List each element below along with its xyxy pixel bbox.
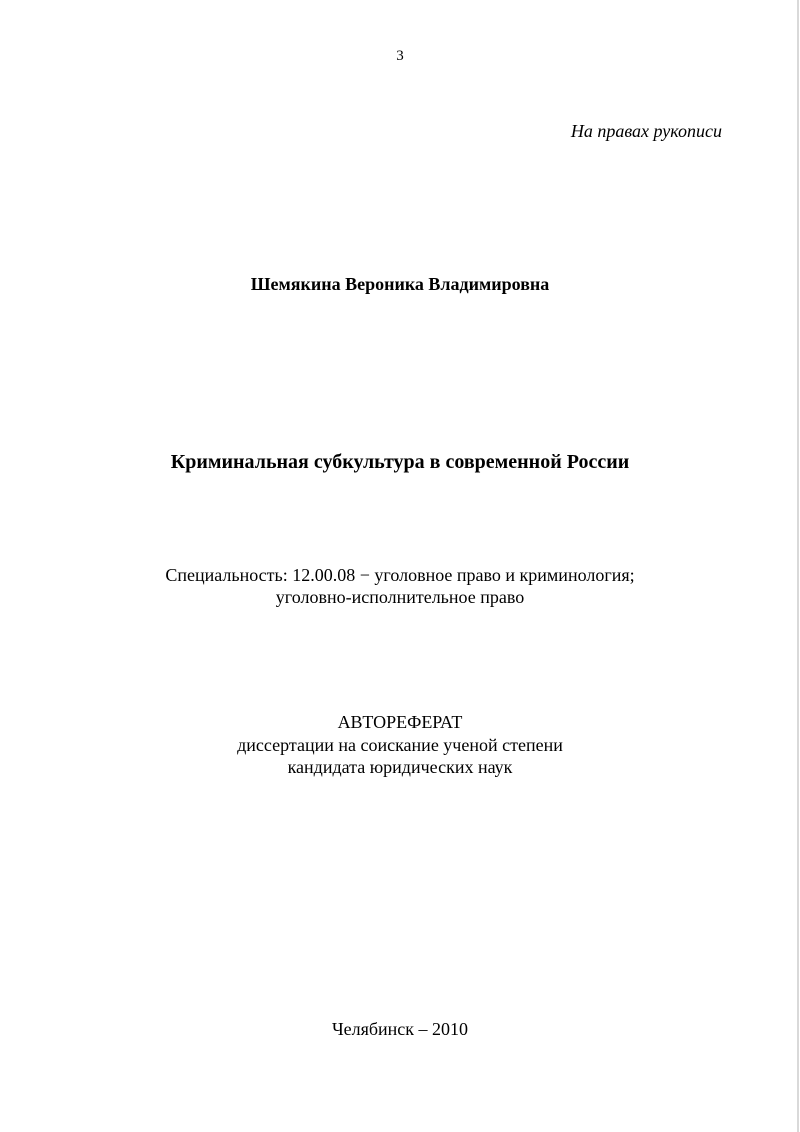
document-type: АВТОРЕФЕРАТ [337,712,463,732]
place-and-year: Челябинск – 2010 [331,1019,469,1039]
author-name: Шемякина Вероника Владимировна [250,274,550,294]
purpose-line-2: кандидата юридических наук [287,757,513,777]
rights-note: На правах рукописи [570,121,722,141]
page-number: 3 [396,48,404,64]
purpose-line-1: диссертации на соискание ученой степени [237,735,563,755]
specialty-line-2: уголовно-исполнительное право [275,587,525,607]
dissertation-title: Криминальная субкультура в современной России [170,451,630,473]
specialty-line-1: Специальность: 12.00.08 − уголовное право и криминология; [165,565,635,585]
